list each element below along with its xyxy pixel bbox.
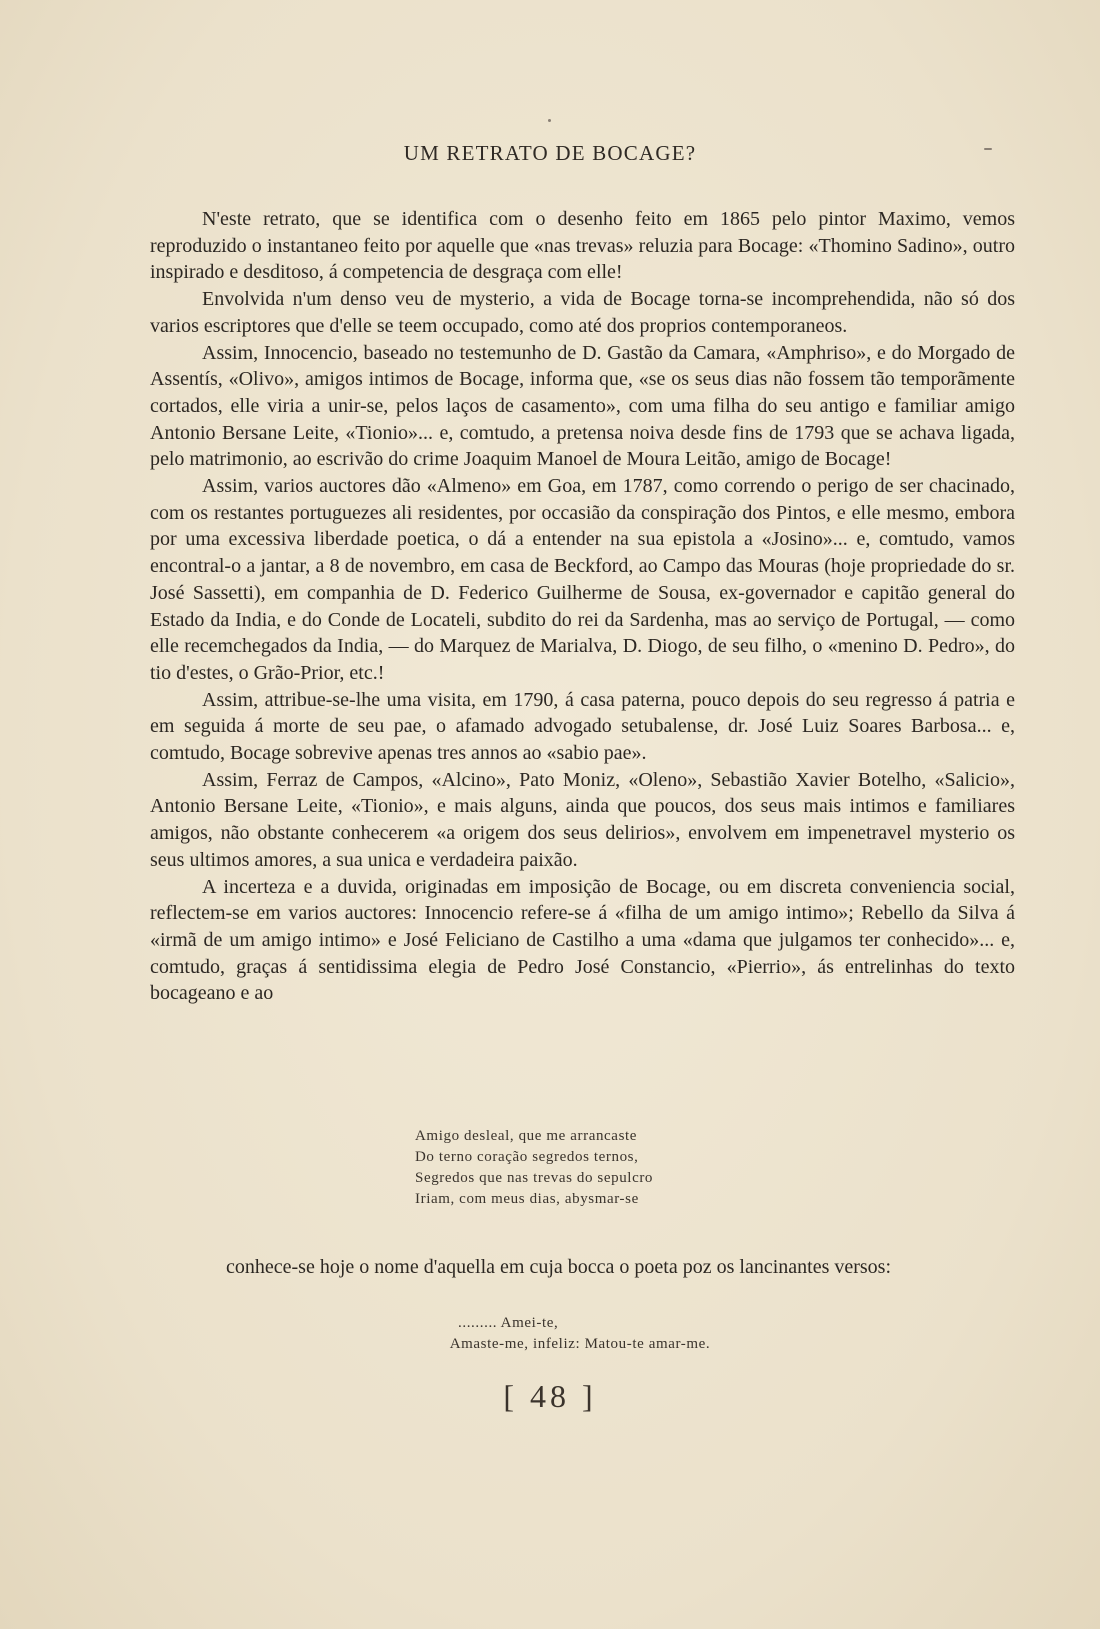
paragraph: Assim, attribue-se-lhe uma visita, em 1790, á casa paterna, pouco depois do seu regresso á patria e em seguida á morte de seu pae, o afamado advogado setubalense, dr. José Luiz Soares Barbosa... e, comtudo, Bocage sobrevive apenas tres annos ao «sabio pae». [150, 688, 1015, 765]
body-text [150, 206, 1015, 1007]
speck [548, 119, 551, 122]
verse-line: Iriam, com meus dias, abysmar-se [415, 1191, 639, 1207]
page-number: [ 48 ] [503, 1378, 597, 1414]
paragraph: Assim, Ferraz de Campos, «Alcino», Pato Moniz, «Oleno», Sebastião Xavier Botelho, «Salicio», Antonio Bersane Leite, «Tionio», e mais alguns, ainda que poucos, dos seus mais intimos e familiares amigos, não obstante conhecerem «a origem dos seus delirios», envolvem em impenetravel mysterio os seus ultimos amores, a sua unica e verdadeira paixão. [150, 768, 1015, 871]
final-verse-quotation [415, 1313, 745, 1355]
paragraph: Envolvida n'um denso veu de mysterio, a vida de Bocage torna-se incomprehendida, não só dos varios escriptores que d'elle se teem occupado, como até dos proprios contemporaneos. [150, 288, 1015, 337]
page-title: UM RETRATO DE BOCAGE? [403, 141, 697, 165]
paragraph: Assim, Innocencio, baseado no testemunho de D. Gastão da Camara, «Amphriso», e do Morgado de Assentís, «Olivo», amigos intimos de Bocage, informa que, «se os seus dias não fossem tão temporãmente cortados, elle viria a unir-se, pelos laços de casamento», com uma filha do seu antigo e familiar amigo Antonio Bersane Leite, «Tionio»... e, comtudo, a pretensa noiva desde fins de 1793 que se achava ligada, pelo matrimonio, ao escrivão do crime Joaquim Manoel de Moura Leitão, amigo de Bocage! [150, 341, 1015, 471]
paragraph: Assim, varios auctores dão «Almeno» em Goa, em 1787, como correndo o perigo de ser chacinado, com os restantes portuguezes ali residentes, por occasião da conspiração dos Pintos, e elle mesmo, embora por uma excessiva liberdade poetica, o dá a entender na sua epistola a «Josino»... e, comtudo, vamos encontral-o a jantar, a 8 de novembro, em casa de Beckford, ao Campo das Mouras (hoje propriedade do sr. José Sassetti), em companhia de D. Federico Guilherme de Sousa, ex-governador e capitão general do Estado da India, e do Conde de Locateli, subdito do rei da Sardenha, mas ao serviço de Portugal, — como elle recemchegados da India, — do Marquez de Marialva, D. Diogo, de seu filho, o «menino D. Pedro», do tio d'estes, o Grão-Prior, etc.! [150, 475, 1015, 684]
verse-quotation [415, 1126, 653, 1210]
paragraph: N'este retrato, que se identifica com o desenho feito em 1865 pelo pintor Maximo, vemos reproduzido o instantaneo feito por aquelle que «nas trevas» reluzia para Bocage: «Thomino Sadino», outro inspirado e desditoso, á competencia de desgraça com elle! [150, 208, 1015, 284]
verse-line: Amigo desleal, que me arrancaste [415, 1128, 638, 1144]
verse-line: Segredos que nas trevas do sepulcro [415, 1170, 654, 1186]
verse-line: Amaste-me, infeliz: Matou-te amar-me. [449, 1336, 711, 1352]
verse-line: Do terno coração segredos ternos, [415, 1149, 639, 1165]
closing-sentence: conhece-se hoje o nome d'aquella em cuja bocca o poeta poz os lancinantes versos: [226, 1256, 892, 1278]
verse-line: ......... Amei-te, [458, 1315, 559, 1331]
paragraph: A incerteza e a duvida, originadas em imposição de Bocage, ou em discreta conveniencia social, reflectem-se em varios auctores: Innocencio refere-se á «filha de um amigo intimo»; Rebello da Silva á «irmã de um amigo intimo» e José Feliciano de Castilho a uma «dama que julgamos ter conhecido»... e, comtudo, graças á sentidissima elegia de Pedro José Constancio, «Pierrio», ás entrelinhas do texto bocageano e ao [150, 875, 1015, 1005]
